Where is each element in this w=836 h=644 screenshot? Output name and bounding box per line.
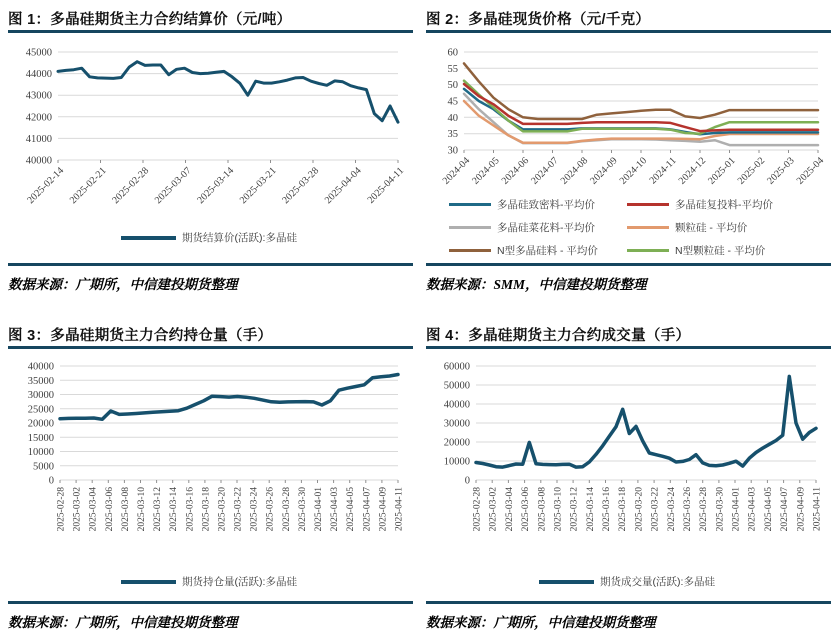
legend-item xyxy=(627,243,805,258)
svg-text:2025-03: 2025-03 xyxy=(765,155,797,187)
legend-item xyxy=(627,197,805,212)
figure-2-data-source: 数据来源：SMM，中信建投期货整理 xyxy=(426,277,647,292)
figure-4-data-source: 数据来源：广期所，中信建投期货整理 xyxy=(426,615,656,630)
svg-text:2025-02-28: 2025-02-28 xyxy=(110,165,152,207)
svg-text:2024-08: 2024-08 xyxy=(558,155,591,187)
legend-line-swatch xyxy=(627,249,669,252)
legend-label: 期货结算价(活跃):多晶硅 xyxy=(182,232,297,244)
svg-text:20000: 20000 xyxy=(443,437,470,449)
legend-line-swatch xyxy=(449,203,491,206)
svg-text:2025-03-04: 2025-03-04 xyxy=(88,487,99,532)
figure-3-panel xyxy=(0,316,418,644)
svg-text:2025-03-14: 2025-03-14 xyxy=(585,487,596,532)
svg-text:60: 60 xyxy=(447,47,458,59)
svg-text:2025-04-11: 2025-04-11 xyxy=(812,487,823,531)
svg-text:2025-03-28: 2025-03-28 xyxy=(699,487,710,532)
svg-text:2025-03-12: 2025-03-12 xyxy=(153,487,164,532)
legend-label: 期货成交量(活跃):多晶硅 xyxy=(600,576,715,588)
legend-label: N型颗粒硅 - 平均价 xyxy=(675,245,766,257)
svg-text:2025-02: 2025-02 xyxy=(735,155,768,187)
svg-text:2025-03-21: 2025-03-21 xyxy=(237,165,279,207)
svg-text:2025-03-14: 2025-03-14 xyxy=(169,487,180,532)
svg-text:2025-03-08: 2025-03-08 xyxy=(537,487,548,532)
svg-text:20000: 20000 xyxy=(27,418,54,430)
svg-text:2025-03-20: 2025-03-20 xyxy=(217,487,228,532)
svg-text:2025-03-18: 2025-03-18 xyxy=(201,487,212,532)
legend-item xyxy=(121,230,297,245)
legend-item xyxy=(449,243,627,258)
svg-text:2025-04-04: 2025-04-04 xyxy=(322,165,364,207)
svg-text:2025-02-28: 2025-02-28 xyxy=(472,487,483,532)
svg-text:50: 50 xyxy=(447,80,458,92)
svg-text:2025-03-28: 2025-03-28 xyxy=(281,487,292,532)
svg-text:2025-03-02: 2025-03-02 xyxy=(488,487,499,532)
source-divider-rule xyxy=(426,263,831,266)
figure-2-legend xyxy=(418,197,836,258)
svg-text:55: 55 xyxy=(447,63,458,75)
figure-4-panel xyxy=(418,316,836,644)
title-divider-rule xyxy=(8,346,413,349)
svg-text:30000: 30000 xyxy=(27,390,54,401)
svg-text:2024-06: 2024-06 xyxy=(499,155,532,187)
svg-text:2025-03-07: 2025-03-07 xyxy=(152,165,194,207)
svg-text:2025-04-03: 2025-04-03 xyxy=(747,487,758,532)
svg-text:2025-02-21: 2025-02-21 xyxy=(67,165,109,207)
svg-text:45000: 45000 xyxy=(25,47,52,59)
svg-text:2025-03-02: 2025-03-02 xyxy=(72,487,83,532)
svg-text:2025-04-01: 2025-04-01 xyxy=(731,487,742,532)
svg-text:2025-04-11: 2025-04-11 xyxy=(394,487,405,531)
legend-item xyxy=(539,574,715,589)
svg-text:41000: 41000 xyxy=(25,133,52,145)
figure-3-title: 图 3：多晶硅期货主力合约持仓量（手） xyxy=(8,328,273,344)
svg-text:44000: 44000 xyxy=(25,69,52,81)
svg-text:2025-03-14: 2025-03-14 xyxy=(195,165,237,207)
svg-text:2024-07: 2024-07 xyxy=(529,155,561,187)
svg-text:0: 0 xyxy=(464,475,470,487)
svg-text:2025-03-22: 2025-03-22 xyxy=(650,487,661,532)
settlement-price-line-chart xyxy=(8,42,410,228)
svg-text:2025-04-05: 2025-04-05 xyxy=(346,487,357,532)
svg-text:2025-03-30: 2025-03-30 xyxy=(715,487,726,532)
legend-label: 多晶硅复投料-平均价 xyxy=(675,199,773,211)
legend-label: 多晶硅致密料-平均价 xyxy=(497,199,595,211)
svg-text:2025-03-10: 2025-03-10 xyxy=(137,487,147,532)
svg-text:25000: 25000 xyxy=(27,404,54,416)
figure-3-legend xyxy=(0,574,418,589)
svg-text:2025-01: 2025-01 xyxy=(706,155,738,187)
svg-text:2025-04-01: 2025-04-01 xyxy=(314,487,324,532)
svg-text:2025-03-16: 2025-03-16 xyxy=(602,487,612,532)
svg-text:2025-04-11: 2025-04-11 xyxy=(365,165,407,206)
title-divider-rule xyxy=(426,30,831,33)
svg-text:5000: 5000 xyxy=(33,461,54,473)
open-interest-line-chart xyxy=(8,358,410,570)
svg-text:2024-12: 2024-12 xyxy=(676,155,709,187)
svg-text:60000: 60000 xyxy=(443,361,470,373)
svg-text:2025-04-09: 2025-04-09 xyxy=(378,487,389,532)
figure-1-data-source: 数据来源：广期所，中信建投期货整理 xyxy=(8,277,238,292)
legend-label: 颗粒硅 - 平均价 xyxy=(675,222,748,234)
svg-text:2025-04-07: 2025-04-07 xyxy=(780,487,791,532)
figure-3-data-source: 数据来源：广期所，中信建投期货整理 xyxy=(8,615,238,630)
figure-1-title: 图 1：多晶硅期货主力合约结算价（元/吨） xyxy=(8,12,292,28)
figure-4-legend xyxy=(418,574,836,589)
svg-text:43000: 43000 xyxy=(25,90,52,102)
svg-text:10000: 10000 xyxy=(27,447,54,458)
svg-text:2025-04: 2025-04 xyxy=(794,155,827,187)
source-divider-rule xyxy=(8,601,413,604)
figure-2-panel xyxy=(418,0,836,316)
svg-text:2025-03-24: 2025-03-24 xyxy=(249,487,260,532)
svg-text:42000: 42000 xyxy=(25,112,52,124)
spot-price-line-chart xyxy=(426,42,828,192)
svg-text:2024-05: 2024-05 xyxy=(470,155,502,187)
legend-item xyxy=(627,220,805,235)
svg-text:2025-03-08: 2025-03-08 xyxy=(120,487,131,532)
figure-1-legend xyxy=(0,230,418,245)
figure-1-panel xyxy=(0,0,418,316)
svg-text:0: 0 xyxy=(48,475,54,487)
svg-text:30000: 30000 xyxy=(443,418,470,430)
svg-text:2024-04: 2024-04 xyxy=(440,155,473,187)
legend-line-swatch xyxy=(627,226,669,229)
figure-4-title: 图 4：多晶硅期货主力合约成交量（手） xyxy=(426,328,691,344)
svg-text:2025-04-07: 2025-04-07 xyxy=(362,487,373,532)
svg-text:35: 35 xyxy=(447,129,458,141)
svg-text:2025-03-26: 2025-03-26 xyxy=(265,487,276,532)
svg-text:2025-04-03: 2025-04-03 xyxy=(330,487,341,532)
svg-text:10000: 10000 xyxy=(443,456,470,468)
title-divider-rule xyxy=(8,30,413,33)
legend-line-swatch xyxy=(449,226,491,229)
svg-text:2024-09: 2024-09 xyxy=(588,155,620,187)
svg-text:2025-03-10: 2025-03-10 xyxy=(553,487,564,532)
svg-text:2024-11: 2024-11 xyxy=(647,155,679,187)
legend-item xyxy=(449,197,627,212)
svg-text:2025-04-09: 2025-04-09 xyxy=(796,487,807,532)
svg-text:45: 45 xyxy=(447,96,458,108)
source-divider-rule xyxy=(426,601,831,604)
svg-text:2024-10: 2024-10 xyxy=(617,155,650,187)
svg-text:40000: 40000 xyxy=(25,155,52,167)
svg-text:2025-03-04: 2025-03-04 xyxy=(504,487,515,532)
legend-item xyxy=(121,574,297,589)
svg-text:35000: 35000 xyxy=(27,375,54,387)
svg-text:2025-03-12: 2025-03-12 xyxy=(569,487,580,532)
svg-text:2025-03-20: 2025-03-20 xyxy=(634,487,645,532)
svg-text:2025-03-18: 2025-03-18 xyxy=(618,487,629,532)
svg-text:50000: 50000 xyxy=(443,380,470,392)
svg-text:2025-03-06: 2025-03-06 xyxy=(521,487,532,532)
svg-text:40: 40 xyxy=(447,112,458,124)
svg-text:2025-04-05: 2025-04-05 xyxy=(763,487,774,532)
legend-label: 期货持仓量(活跃):多晶硅 xyxy=(182,576,297,588)
title-divider-rule xyxy=(426,346,831,349)
svg-text:2025-03-16: 2025-03-16 xyxy=(185,487,196,532)
svg-text:30: 30 xyxy=(447,145,458,157)
svg-text:40000: 40000 xyxy=(443,399,470,411)
trading-volume-line-chart xyxy=(426,358,828,570)
legend-label: 多晶硅菜花料-平均价 xyxy=(497,222,595,234)
svg-text:2025-03-06: 2025-03-06 xyxy=(104,487,115,532)
legend-line-swatch xyxy=(627,203,669,206)
svg-text:2025-03-22: 2025-03-22 xyxy=(233,487,244,532)
svg-text:40000: 40000 xyxy=(27,361,54,373)
legend-item xyxy=(449,220,627,235)
svg-text:15000: 15000 xyxy=(27,432,54,444)
source-divider-rule xyxy=(8,263,413,266)
svg-text:2025-03-26: 2025-03-26 xyxy=(683,487,693,532)
svg-text:2025-03-24: 2025-03-24 xyxy=(666,487,677,532)
svg-text:2025-03-30: 2025-03-30 xyxy=(297,487,308,532)
figure-2-title: 图 2：多晶硅现货价格（元/千克） xyxy=(426,12,651,28)
svg-text:2025-02-28: 2025-02-28 xyxy=(56,487,67,532)
legend-line-swatch xyxy=(449,249,491,252)
legend-label: N型多晶硅料 - 平均价 xyxy=(497,245,598,257)
legend-line-swatch xyxy=(121,580,176,584)
legend-line-swatch xyxy=(539,580,594,584)
legend-line-swatch xyxy=(121,236,176,240)
svg-text:2025-02-14: 2025-02-14 xyxy=(25,165,67,207)
svg-text:2025-03-28: 2025-03-28 xyxy=(280,165,322,207)
